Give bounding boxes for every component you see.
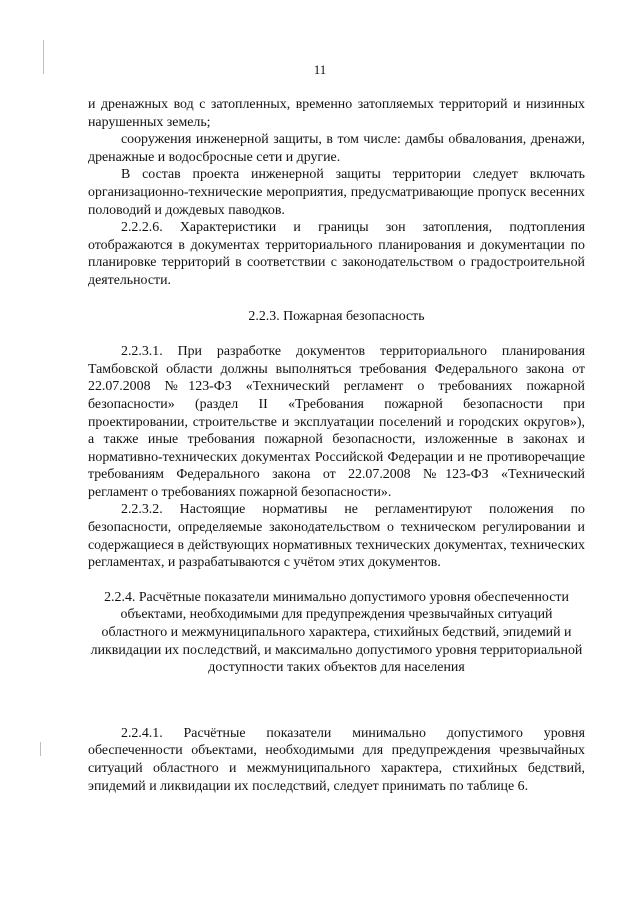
paragraph-protection-structures: сооружения инженерной защиты, в том числе: дамбы обвалования, дренажи, дренажные и водосбросные сети и другие. (88, 132, 585, 165)
heading-2-2-4: 2.2.4. Расчётные показатели минимально допустимого уровня обеспеченности объектами, необходимыми для предупреждения чрезвычайных ситуаций областного и межмуниципального характера, стихийных бедствий, эпидемий и ликвидации их последствий, и максимально допустимого уровня территориальной доступности таких объектов для населения (90, 589, 583, 676)
paragraph-2-2-2-6: 2.2.2.6. Характеристики и границы зон затопления, подтопления отображаются в документах территориального планирования и документации по планировке территорий в соответствии с законодательством о градостроительной деятельности. (88, 220, 585, 288)
document-body (88, 96, 585, 795)
scan-margin-mark (40, 742, 41, 756)
page-number: 11 (313, 62, 327, 77)
paragraph-2-2-3-1: 2.2.3.1. При разработке документов территориального планирования Тамбовской области должны выполняться требования Федерального закона от 22.07.2008 №123-ФЗ «Технический регламент о требованиях пожарной безопасности» (раздел II «Требования пожарной безопасности при проектировании, строительстве и эксплуатации поселений и городских округов»), а также иные требования пожарной безопасности, изложенные в законах и нормативно-технических документах Российской Федерации и не противоречащие требованиям Федерального закона от 22.07.2008 №123-ФЗ «Технический регламент о требованиях пожарной безопасности». (88, 344, 585, 500)
paragraph-project-measures: В состав проекта инженерной защиты территории следует включать организационно-технические мероприятия, предусматривающие пропуск весенних половодий и дождевых паводков. (88, 167, 585, 218)
scan-margin-mark (43, 40, 44, 74)
paragraph-2-2-3-2: 2.2.3.2. Настоящие нормативы не регламентируют положения по безопасности, определяемые законодательством о техническом регулировании и содержащиеся в действующих нормативных технических документах, технических регламентах, и разрабатываются с учётом этих документов. (88, 502, 585, 571)
paragraph-2-2-4-1: 2.2.4.1. Расчётные показатели минимально допустимого уровня обеспеченности объектами, необходимыми для предупреждения чрезвычайных ситуаций областного и межмуниципального характера, стихийных бедствий, эпидемий и ликвидации их последствий, следует принимать по таблице 6. (88, 725, 585, 794)
paragraph-drainage-continuation: и дренажных вод с затопленных, временно затопляемых территорий и низинных нарушенных земель; (88, 97, 585, 130)
heading-fire-safety: 2.2.3. Пожарная безопасность (248, 308, 425, 324)
